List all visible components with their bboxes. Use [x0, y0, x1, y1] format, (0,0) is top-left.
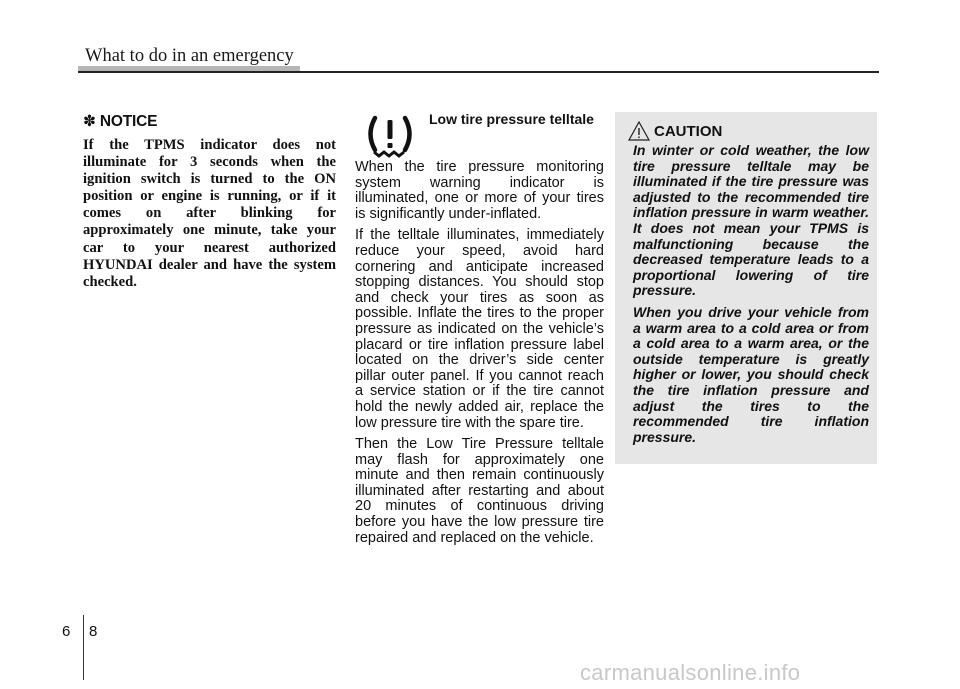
- caution-paragraph: In winter or cold weather, the low tire pressure telltale may be illuminated if the tire pressure was adjusted to the recommended tire inflation pressure in warm weather. It does not mean your TPMS is malfunctioning because the decreased temperature leads to a proportional lowering of tire pressure.: [633, 142, 869, 299]
- caution-text: [633, 143, 869, 451]
- caution-paragraph: When you drive your vehicle from a warm area to a cold area or from a cold area to a warm area, or the outside temperature is greatly higher or lower, you should check the tire inflation pressure and adjust the tires to the recommended tire inflation pressure.: [633, 303, 869, 445]
- tire-pressure-warning-icon: [365, 114, 415, 158]
- telltale-section: [355, 112, 604, 552]
- telltale-paragraph: If the telltale illuminates, immediately reduce your speed, avoid hard cornering and anticipate increased stopping distances. You should stop and check your tires as soon as possible. Inflate the tires to the proper pressure as indicated on the vehicle’s placard or tire inflation pressure label located on the driver’s side center pillar outer panel. If you cannot reach a service station or if the tire cannot hold the newly added air, replace the low pressure tire with the spare tire.: [355, 227, 604, 431]
- notice-heading: [83, 112, 336, 131]
- caution-title: CAUTION: [654, 123, 723, 140]
- page-section-number: 6: [62, 623, 71, 640]
- telltale-paragraph: Then the Low Tire Pressure telltale may flash for approximately one minute and then remain continuously illuminated after restarting and about 20 minutes of continuous driving before you have the low pressure tire repaired and replaced on the vehicle.: [355, 436, 604, 546]
- telltale-header: [355, 112, 604, 160]
- warning-triangle-icon: [628, 121, 650, 141]
- page-number: 8: [89, 623, 98, 640]
- notice-symbol-icon: ✽: [83, 113, 96, 130]
- notice-section: [83, 112, 336, 291]
- telltale-paragraph: When the tire pressure monitoring system warning indicator is illuminated, one or more of your tires is significantly under-inflated.: [355, 159, 604, 222]
- notice-body: If the TPMS indicator does not illuminate for 3 seconds when the ignition switch is turned to the ON position or engine is running, or if it comes on after blinking for approximately one minute, take your car to your nearest authorized HYUNDAI dealer and have the system checked.: [83, 137, 336, 290]
- caution-box: [615, 112, 877, 464]
- page-header-title: What to do in an emergency: [85, 46, 294, 66]
- telltale-title: Low tire pressure telltale: [429, 111, 594, 127]
- notice-title: NOTICE: [99, 113, 158, 130]
- watermark: carmanualsonline.info: [580, 660, 801, 685]
- footer-divider: [83, 615, 84, 680]
- header-divider: [78, 71, 879, 73]
